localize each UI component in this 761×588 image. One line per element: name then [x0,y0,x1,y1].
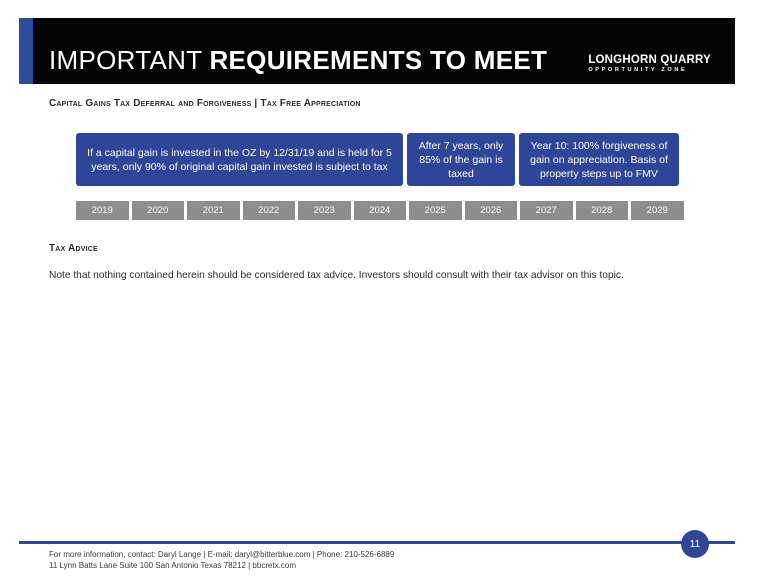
brand-logo [588,54,711,73]
page-title-light: IMPORTANT [49,45,202,75]
callout-seven-year: After 7 years, only 85% of the gain is taxed [407,133,515,186]
header-accent-stripe [19,18,33,84]
tax-advice-note: Note that nothing contained herein should be considered tax advice. Investors should consult with their tax advisor on this topic. [49,270,624,281]
year-cell: 2022 [243,201,296,220]
year-cell: 2020 [132,201,185,220]
footer-contact-line: For more information, contact: Daryl Lange | E-mail: daryl@bitterblue.com | Phone: 210-526-6889 [49,550,395,559]
logo-sub-text: OPPORTUNITY ZONE [588,67,688,73]
page-number-badge: 11 [681,530,709,558]
callout-ten-year: Year 10: 100% forgiveness of gain on appreciation. Basis of property steps up to FMV [519,133,679,186]
footer-divider [19,541,735,544]
page-title-bold: REQUIREMENTS TO MEET [209,45,548,75]
year-cell: 2023 [298,201,351,220]
logo-main-text: LONGHORN QUARRY [588,54,711,66]
year-cell: 2019 [76,201,129,220]
section-heading-capital-gains: Capital Gains Tax Deferral and Forgiveness | Tax Free Appreciation [49,98,361,109]
year-cell: 2024 [354,201,407,220]
footer-address-line: 11 Lynn Batts Lane Suite 100 San Antonio Texas 78212 | bbcretx.com [49,561,296,570]
year-cell: 2025 [409,201,462,220]
year-cell: 2028 [576,201,629,220]
year-cell: 2027 [520,201,573,220]
header-bar [19,18,735,84]
page-title [49,45,547,76]
year-cell: 2021 [187,201,240,220]
year-timeline [76,201,684,220]
year-cell: 2029 [631,201,684,220]
callout-five-year: If a capital gain is invested in the OZ by 12/31/19 and is held for 5 years, only 90% of original capital gain invested is subject to tax [76,133,403,186]
year-cell: 2026 [465,201,518,220]
footer-contact [49,549,394,571]
section-heading-tax-advice: Tax Advice [49,243,98,254]
